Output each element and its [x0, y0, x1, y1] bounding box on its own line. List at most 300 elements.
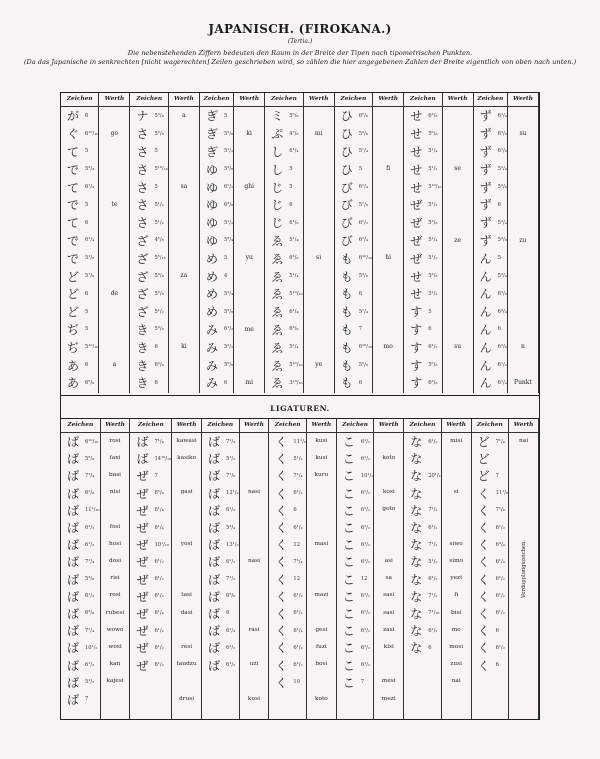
- glyph-cell: [404, 303, 441, 321]
- width-value: 6¹/₂: [495, 576, 505, 583]
- reading-value: bisi: [450, 609, 462, 616]
- glyph-cell: [265, 285, 302, 303]
- glyph-cell: [404, 125, 441, 143]
- width-value: 6¹/₂: [360, 490, 371, 497]
- werth-header: Werth: [509, 419, 538, 433]
- width-value: 5¹/₄: [497, 219, 507, 226]
- kana-glyph: も: [340, 358, 353, 373]
- glyph-cell: [337, 674, 374, 691]
- width-value: 5⁷/₈: [85, 273, 95, 280]
- ligature-value-column-2: [172, 419, 202, 719]
- kana-glyph: こ: [342, 658, 355, 673]
- glyph-cell: [130, 450, 171, 467]
- reading-value: mazi: [314, 592, 329, 599]
- reading-value: n: [521, 343, 525, 351]
- kana-glyph: で: [67, 251, 80, 266]
- kana-glyph: ん: [479, 340, 492, 355]
- werth-header: Werth: [442, 419, 471, 433]
- glyph-cell: [130, 639, 171, 656]
- reading-value: za: [180, 272, 188, 280]
- kana-glyph: ば: [136, 452, 149, 467]
- kana-glyph: く: [477, 658, 490, 673]
- kana-glyph: こ: [342, 435, 355, 450]
- width-value: 7¹/₄: [293, 558, 303, 565]
- kana-glyph: き: [136, 340, 149, 355]
- kana-glyph: ば: [208, 469, 221, 484]
- width-value: 5¹⁰/₁₆: [289, 290, 303, 297]
- glyph-cell: [265, 267, 302, 285]
- glyph-cell: [404, 485, 441, 502]
- reading-value: mesi: [381, 678, 396, 685]
- kana-glyph: ゆ: [205, 180, 218, 195]
- width-value: 6¹/₈: [85, 490, 95, 497]
- width-value: 6⁵/₈: [154, 490, 164, 497]
- glyph-cell: [130, 214, 167, 232]
- glyph-cell: [472, 605, 509, 622]
- kana-glyph: ゑ: [271, 376, 284, 391]
- kana-glyph: ゑ: [271, 287, 284, 302]
- glyph-cell: [200, 214, 233, 232]
- glyph-cell: [265, 321, 302, 339]
- glyph-cell: [265, 196, 302, 214]
- width-value: 6¹/₂: [497, 362, 507, 369]
- width-value: 6¹/₈: [497, 148, 507, 155]
- ligature-symbol-column-3: [202, 419, 240, 719]
- glyph-cell: [337, 450, 374, 467]
- width-value: 12¹/₂: [226, 490, 239, 497]
- kana-glyph: も: [340, 322, 353, 337]
- glyph-cell: [472, 553, 509, 570]
- width-value: 5³/₄: [226, 524, 236, 531]
- reading-value: a: [112, 361, 117, 369]
- kana-glyph: ひ: [340, 109, 353, 124]
- kana-glyph: ば: [67, 521, 80, 536]
- reading-value: rosi: [109, 592, 121, 599]
- glyph-cell: [130, 125, 167, 143]
- kana-value-column-2: [169, 93, 200, 393]
- glyph-cell: [404, 143, 441, 161]
- width-value: 5¹/₂: [428, 290, 438, 297]
- kana-glyph: な: [410, 572, 423, 587]
- glyph-cell: [130, 374, 167, 392]
- width-value: 5: [223, 255, 228, 262]
- glyph-cell: [404, 374, 441, 392]
- width-value: 6: [85, 362, 89, 369]
- glyph-cell: [61, 249, 98, 267]
- width-value: 7¹/₄: [495, 507, 505, 514]
- glyph-cell: [335, 107, 372, 125]
- kana-glyph: も: [340, 376, 353, 391]
- kana-glyph: こ: [342, 606, 355, 621]
- kana-glyph: ど: [477, 435, 490, 450]
- width-value: 6: [154, 344, 158, 351]
- glyph-cell: [130, 232, 167, 250]
- kana-glyph: め: [205, 305, 218, 320]
- width-value: 5¹/₂: [293, 455, 303, 462]
- intro-text: [20, 49, 580, 67]
- width-value: 5¹/₂: [154, 219, 164, 226]
- glyph-cell: [61, 450, 100, 467]
- glyph-cell: [404, 433, 441, 450]
- glyph-cell: [265, 160, 302, 178]
- glyph-cell: [61, 143, 98, 161]
- glyph-cell: [130, 571, 171, 588]
- width-value: 5⁵/₈: [85, 455, 95, 462]
- glyph-cell: [130, 160, 167, 178]
- width-value: 5¹/₂: [428, 201, 438, 208]
- reading-value: kusi: [315, 437, 328, 444]
- reading-value: tasi: [181, 592, 192, 599]
- width-value: 11¹/₁₆: [85, 507, 100, 514]
- width-value: 6: [85, 219, 89, 226]
- width-value: 7: [154, 472, 158, 479]
- kana-glyph: ば: [67, 624, 80, 639]
- kana-glyph: な: [410, 589, 423, 604]
- glyph-cell: [200, 160, 233, 178]
- glyph-cell: [404, 232, 441, 250]
- width-value: 6¹/₄: [154, 524, 164, 531]
- width-value: 7¹/₄: [85, 558, 95, 565]
- glyph-cell: [265, 232, 302, 250]
- kana-glyph: ば: [208, 658, 221, 673]
- width-value: 5⁵/₈: [428, 130, 438, 137]
- width-value: 6⁵/₈: [497, 290, 507, 297]
- kana-glyph: ぜ: [136, 641, 149, 656]
- width-value: 5: [223, 112, 228, 119]
- werth-header: Werth: [99, 93, 129, 107]
- glyph-cell: [474, 143, 507, 161]
- kana-glyph: ど: [67, 305, 80, 320]
- kana-glyph: ば: [67, 435, 80, 450]
- reading-value: Punkt: [514, 378, 532, 386]
- glyph-cell: [202, 639, 239, 656]
- width-value: 4⁷/₈: [289, 130, 299, 137]
- glyph-cell: [61, 467, 100, 484]
- kana-glyph: も: [340, 251, 353, 266]
- kana-glyph: で: [67, 198, 80, 213]
- kana-glyph: で: [67, 233, 80, 248]
- reading-value: go: [110, 129, 119, 137]
- reading-value: ghi: [244, 183, 255, 191]
- kana-glyph: こ: [342, 452, 355, 467]
- kana-glyph: く: [477, 589, 490, 604]
- glyph-cell: [61, 107, 98, 125]
- glyph-cell: [61, 588, 100, 605]
- width-value: 5³/₈: [358, 130, 368, 137]
- kana-glyph: ど: [477, 452, 490, 467]
- glyph-cell: [61, 502, 100, 519]
- width-value: 6¹/₂: [360, 507, 371, 514]
- width-value: 5¹/₈: [85, 255, 95, 262]
- glyph-cell: [61, 321, 98, 339]
- kana-symbol-column-1: [61, 93, 99, 393]
- zeichen-header: Zeichen: [474, 93, 507, 107]
- glyph-cell: [472, 588, 509, 605]
- glyph-cell: [404, 196, 441, 214]
- width-value: 5³/₄: [223, 237, 234, 244]
- glyph-cell: [337, 656, 374, 673]
- glyph-cell: [474, 178, 507, 196]
- glyph-cell: [474, 214, 507, 232]
- glyph-cell: [335, 178, 372, 196]
- width-value: 5¹⁰/₁₆: [428, 184, 442, 191]
- kana-glyph: く: [275, 452, 288, 467]
- kana-glyph: ぎ: [205, 127, 218, 142]
- width-value: 5¹/₂: [223, 344, 234, 351]
- width-value: 6¹/₂: [293, 490, 303, 497]
- width-value: 7¹/₄: [293, 472, 303, 479]
- width-value: 3¹⁰/₁₆: [289, 379, 303, 386]
- kana-table: [61, 93, 539, 393]
- glyph-cell: [265, 374, 302, 392]
- ligature-value-column-1: [101, 419, 131, 719]
- glyph-cell: [474, 107, 507, 125]
- ligature-symbol-column-1: [61, 419, 101, 719]
- werth-header: Werth: [307, 419, 336, 433]
- width-value: 6¹/₄: [226, 627, 236, 634]
- kana-value-column-7: [508, 93, 539, 393]
- width-value: 6¹/₂: [293, 662, 303, 669]
- ligature-symbol-column-6: [404, 419, 442, 719]
- kana-glyph: ば: [208, 641, 221, 656]
- kana-glyph: き: [136, 358, 149, 373]
- kana-glyph: す: [410, 376, 423, 391]
- kana-glyph: せ: [410, 162, 423, 177]
- width-value: 5: [85, 201, 89, 208]
- width-value: 6: [85, 112, 89, 119]
- page-subtitle: (Tertia.): [287, 38, 313, 45]
- width-value: 5¹/₄: [358, 148, 368, 155]
- width-value: 6¹/₂: [428, 524, 438, 531]
- kana-glyph: ず: [479, 198, 492, 213]
- kana-glyph: こ: [342, 469, 355, 484]
- glyph-cell: [265, 178, 302, 196]
- reading-value: rosi: [109, 437, 121, 444]
- width-value: 6¹/₂: [360, 662, 371, 669]
- kana-glyph: び: [340, 198, 353, 213]
- width-value: 6¹/₄: [85, 237, 95, 244]
- reading-value: su: [519, 129, 527, 137]
- width-value: 6¹/₂: [154, 627, 164, 634]
- werth-header: Werth: [443, 93, 473, 107]
- kana-glyph: み: [205, 376, 218, 391]
- glyph-cell: [474, 232, 507, 250]
- werth-header: Werth: [373, 93, 403, 107]
- zeichen-header: Zeichen: [202, 419, 239, 433]
- width-value: 6: [428, 326, 432, 333]
- glyph-cell: [130, 622, 171, 639]
- glyph-cell: [472, 450, 509, 467]
- reading-value: kasiko: [177, 454, 196, 461]
- kana-glyph: こ: [342, 555, 355, 570]
- kana-glyph: ぜ: [136, 624, 149, 639]
- glyph-cell: [265, 143, 302, 161]
- reading-value: a: [182, 111, 186, 119]
- kana-glyph: ば: [208, 624, 221, 639]
- kana-glyph: く: [275, 486, 288, 501]
- glyph-cell: [61, 536, 100, 553]
- reading-value: kosi: [382, 489, 395, 496]
- glyph-cell: [474, 267, 507, 285]
- kana-glyph: く: [275, 435, 288, 450]
- kana-glyph: な: [410, 435, 423, 450]
- width-value: 6¹/₄: [154, 507, 164, 514]
- kana-glyph: ん: [479, 305, 492, 320]
- width-value: 6¹/₂: [360, 593, 371, 600]
- width-value: 6¹/₂: [154, 662, 164, 669]
- glyph-cell: [404, 605, 441, 622]
- width-value: 5⁵/₈: [154, 130, 164, 137]
- width-value: 6¹⁰/₁₆: [358, 255, 373, 262]
- reading-value: me: [244, 325, 254, 333]
- width-value: 6³/₄: [497, 308, 507, 315]
- glyph-cell: [130, 321, 167, 339]
- glyph-cell: [202, 450, 239, 467]
- kana-glyph: ざ: [136, 287, 149, 302]
- width-value: 6¹/₂: [154, 593, 164, 600]
- kana-glyph: こ: [342, 641, 355, 656]
- width-value: 6³/₈: [497, 344, 507, 351]
- zeichen-header: Zeichen: [335, 93, 372, 107]
- width-value: 6¹/₂: [428, 438, 438, 445]
- kana-glyph: さ: [136, 144, 149, 159]
- width-value: 6: [223, 379, 228, 386]
- reading-value: wosi: [108, 644, 122, 650]
- reading-value: nisi: [109, 489, 121, 496]
- glyph-cell: [130, 267, 167, 285]
- kana-glyph: こ: [342, 538, 355, 553]
- reading-value: nasi: [247, 558, 260, 564]
- reading-value: asi: [384, 558, 393, 564]
- width-value: 6¹/₂: [358, 219, 368, 226]
- kana-symbol-column-5: [335, 93, 373, 393]
- glyph-cell: [61, 656, 100, 673]
- glyph-cell: [404, 356, 441, 374]
- glyph-cell: [269, 674, 306, 691]
- kana-glyph: ぜ: [136, 469, 149, 484]
- reading-value: dasi: [180, 609, 193, 616]
- width-value: 5³/₄: [85, 166, 95, 173]
- glyph-cell: [335, 374, 372, 392]
- kana-glyph: ば: [208, 503, 221, 518]
- kana-glyph: ぜ: [136, 572, 149, 587]
- reading-value: wowo: [106, 626, 124, 633]
- glyph-cell: [335, 214, 372, 232]
- kana-glyph: ぷ: [271, 127, 284, 142]
- kana-glyph: ぜ: [410, 216, 423, 231]
- width-value: 6¹/₂: [154, 558, 164, 565]
- width-value: 6³/₈: [85, 610, 95, 617]
- reading-value: resi: [181, 644, 193, 650]
- zeichen-header: Zeichen: [265, 93, 302, 107]
- width-value: 5: [85, 308, 89, 315]
- glyph-cell: [472, 656, 509, 673]
- glyph-cell: [335, 249, 372, 267]
- glyph-cell: [265, 214, 302, 232]
- width-value: 5⁵/₈: [428, 362, 438, 369]
- reading-value: yezi: [450, 575, 462, 582]
- width-value: 5: [85, 148, 89, 155]
- zeichen-header: Zeichen: [404, 419, 441, 433]
- kana-glyph: ば: [67, 555, 80, 570]
- width-value: 6¹/₂: [154, 644, 164, 651]
- glyph-cell: [472, 467, 509, 484]
- kana-glyph: く: [275, 572, 288, 587]
- kana-glyph: ゑ: [271, 340, 284, 355]
- kana-glyph: く: [477, 624, 490, 639]
- reading-value: mi: [314, 129, 323, 137]
- width-value: 5¹/₂: [154, 308, 164, 315]
- reading-value: kisi: [383, 644, 394, 650]
- width-value: 6¹/₂: [360, 610, 371, 617]
- reading-value: sasi: [383, 592, 395, 599]
- glyph-cell: [472, 433, 509, 450]
- width-value: 6¹⁰/₁₆: [85, 130, 99, 137]
- reading-value: zusi: [450, 661, 462, 668]
- width-value: 5⁵/₈: [154, 112, 164, 119]
- width-value: 6¹/₄: [289, 308, 299, 315]
- glyph-cell: [202, 536, 239, 553]
- width-value: 10: [293, 679, 301, 686]
- glyph-cell: [472, 571, 509, 588]
- width-value: 5³/₈: [85, 576, 95, 583]
- kana-glyph: な: [410, 606, 423, 621]
- kana-glyph: ゆ: [205, 216, 218, 231]
- width-value: 6⁵/₈: [358, 112, 368, 119]
- kana-glyph: み: [205, 340, 218, 355]
- glyph-cell: [130, 553, 171, 570]
- kana-glyph: ぜ: [136, 658, 149, 673]
- kana-glyph: じ: [271, 216, 284, 231]
- glyph-cell: [404, 502, 441, 519]
- kana-glyph: ゑ: [271, 233, 284, 248]
- reading-value: fuzi: [315, 644, 327, 650]
- glyph-cell: [269, 553, 306, 570]
- kana-glyph: ば: [67, 606, 80, 621]
- width-value: 6⁵/₈: [497, 130, 507, 137]
- glyph-cell: [269, 571, 306, 588]
- width-value: 7¹/₄: [495, 438, 505, 445]
- width-value: 6¹/₂: [360, 524, 371, 531]
- kana-glyph: く: [275, 675, 288, 690]
- kana-glyph: く: [477, 555, 490, 570]
- glyph-cell: [200, 303, 233, 321]
- kana-glyph: が: [67, 109, 80, 124]
- width-value: 5⁷/₈: [358, 201, 368, 208]
- width-value: 20¹/₂: [428, 472, 441, 479]
- zeichen-header: Zeichen: [337, 419, 374, 433]
- kana-glyph: ぜ: [410, 198, 423, 213]
- reading-value: kusi: [247, 695, 260, 702]
- width-value: 12: [360, 576, 368, 583]
- kana-glyph: な: [410, 555, 423, 570]
- reading-value: de: [110, 289, 119, 297]
- glyph-cell: [200, 249, 233, 267]
- kana-glyph: ん: [479, 287, 492, 302]
- glyph-cell: [472, 502, 509, 519]
- width-value: 6¹/₄: [154, 610, 164, 617]
- glyph-cell: [202, 485, 239, 502]
- glyph-cell: [61, 232, 98, 250]
- glyph-cell: [472, 485, 509, 502]
- kana-glyph: ず: [479, 109, 492, 124]
- glyph-cell: [200, 107, 233, 125]
- glyph-cell: [130, 519, 171, 536]
- werth-header: Werth: [234, 93, 264, 107]
- width-value: 6¹/₄: [497, 379, 507, 386]
- ligature-symbol-column-4: [269, 419, 307, 719]
- width-value: 7¹/₄: [85, 472, 95, 479]
